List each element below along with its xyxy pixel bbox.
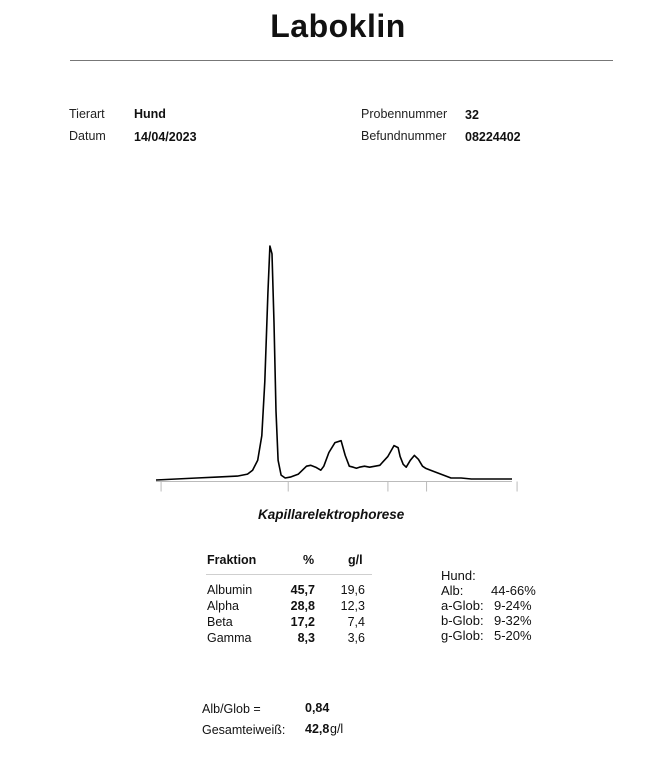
electrophoresis-trace (156, 246, 512, 480)
row-percent-beta: 17,2 (290, 615, 315, 629)
total-protein-label: Gesamteiweiß: (202, 723, 286, 737)
animal-label: Tierart (69, 107, 105, 121)
total-protein-unit: g/l (330, 722, 344, 736)
report-number-value: 08224402 (465, 130, 521, 144)
reference-range-g-glob: 5-20% (494, 628, 532, 643)
reference-label-alb: Alb: (441, 583, 464, 598)
chart-caption: Kapillarelektrophorese (258, 507, 405, 522)
electrophoresis-chart (150, 238, 520, 498)
row-percent-albumin: 45,7 (290, 583, 315, 597)
row-gl-alpha: 12,3 (340, 599, 365, 613)
page-title: Laboklin (270, 8, 406, 44)
total-protein-value: 42,8 (305, 722, 330, 736)
row-gl-gamma: 3,6 (347, 631, 365, 645)
row-name-beta: Beta (207, 615, 233, 629)
report-number-label: Befundnummer (361, 129, 447, 143)
row-gl-beta: 7,4 (347, 615, 365, 629)
row-percent-gamma: 8,3 (297, 631, 315, 645)
reference-label-b-glob: b-Glob: (441, 613, 484, 628)
reference-title: Hund: (441, 568, 476, 583)
col-header-gl: g/l (348, 553, 363, 567)
alb-glob-value: 0,84 (305, 701, 330, 715)
col-header-percent: % (303, 553, 315, 567)
title-divider (70, 60, 613, 61)
row-name-gamma: Gamma (207, 631, 252, 645)
row-name-albumin: Albumin (207, 583, 253, 597)
sample-number-value: 32 (465, 108, 479, 122)
alb-glob-label: Alb/Glob = (202, 702, 261, 716)
reference-label-a-glob: a-Glob: (441, 598, 484, 613)
sample-number-label: Probennummer (361, 107, 448, 121)
table-header-divider (206, 574, 372, 575)
reference-label-g-glob: g-Glob: (441, 628, 484, 643)
date-label: Datum (69, 129, 106, 143)
reference-range-a-glob: 9-24% (494, 598, 532, 613)
animal-value: Hund (134, 107, 166, 121)
reference-range-alb: 44-66% (491, 583, 536, 598)
row-gl-albumin: 19,6 (340, 583, 365, 597)
row-name-alpha: Alpha (207, 599, 239, 613)
date-value: 14/04/2023 (134, 130, 197, 144)
row-percent-alpha: 28,8 (290, 599, 315, 613)
reference-range-b-glob: 9-32% (494, 613, 532, 628)
col-header-fraction: Fraktion (207, 553, 257, 567)
